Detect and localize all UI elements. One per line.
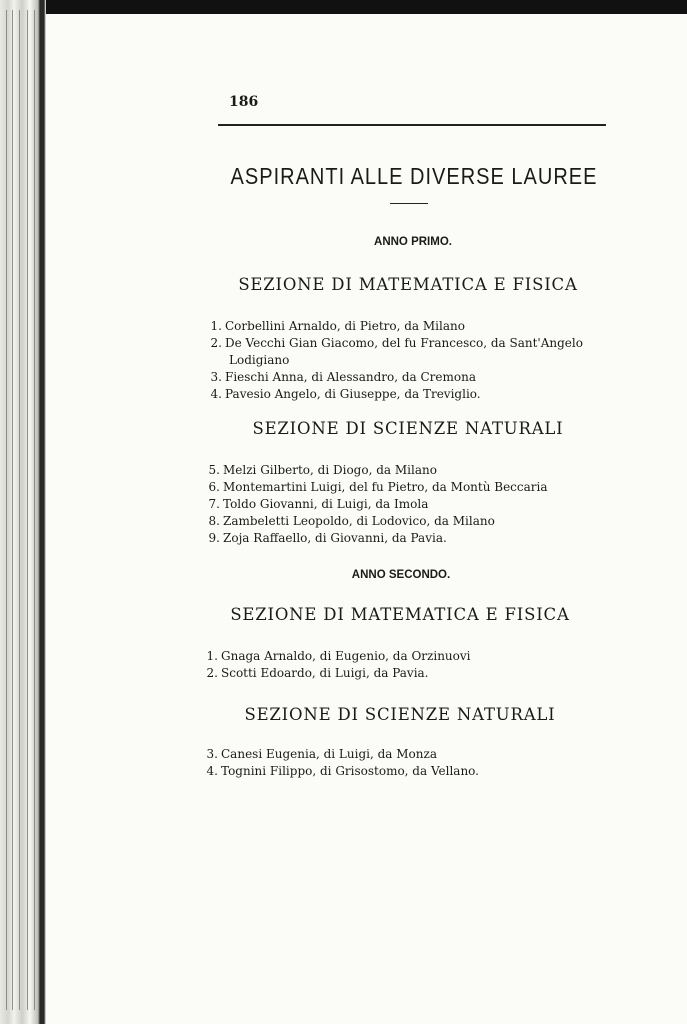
page-title: ASPIRANTI ALLE DIVERSE LAUREE <box>230 164 598 190</box>
list-item: 5. Melzi Gilberto, di Diogo, da Milano <box>208 463 437 477</box>
list-item: 7. Toldo Giovanni, di Luigi, da Imola <box>208 497 429 511</box>
spine-line <box>19 10 20 1010</box>
year-one-natural-list <box>205 462 548 547</box>
header-rule <box>218 124 606 126</box>
year-two-natural-title: SEZIONE DI SCIENZE NATURALI <box>244 705 556 724</box>
spine-line <box>34 10 35 1010</box>
list-item-continuation: Lodigiano <box>229 353 290 367</box>
year-two-natural-list <box>203 746 479 780</box>
year-two-math-list <box>203 648 471 682</box>
year-one-heading: ANNO PRIMO. <box>374 236 452 248</box>
list-item: 2. De Vecchi Gian Giacomo, del fu Francesco, da Sant'Angelo <box>210 336 583 350</box>
title-dash <box>390 203 428 204</box>
year-two-math-title: SEZIONE DI MATEMATICA E FISICA <box>230 605 570 624</box>
list-item: 9. Zoja Raffaello, di Giovanni, da Pavia. <box>208 531 447 545</box>
list-item: 2. Scotti Edoardo, di Luigi, da Pavia. <box>206 666 429 680</box>
list-item: 3. Fieschi Anna, di Alessandro, da Cremona <box>210 370 476 384</box>
list-item: 4. Tognini Filippo, di Grisostomo, da Vellano. <box>206 764 479 778</box>
list-item: 1. Gnaga Arnaldo, di Eugenio, da Orzinuovi <box>206 649 471 663</box>
list-item: 1. Corbellini Arnaldo, di Pietro, da Milano <box>210 319 465 333</box>
year-one-natural-title: SEZIONE DI SCIENZE NATURALI <box>252 419 564 438</box>
list-item: 4. Pavesio Angelo, di Giuseppe, da Treviglio. <box>210 387 481 401</box>
spine-line <box>27 10 28 1010</box>
list-item: 6. Montemartini Luigi, del fu Pietro, da Montù Beccaria <box>208 480 548 494</box>
book-spine <box>0 0 46 1024</box>
scan-top-edge <box>0 0 687 14</box>
year-one-math-list <box>207 318 583 403</box>
page-number: 186 <box>229 94 259 110</box>
year-one-math-title: SEZIONE DI MATEMATICA E FISICA <box>238 275 578 294</box>
year-two-heading: ANNO SECONDO. <box>351 569 451 581</box>
spine-line <box>12 10 13 1010</box>
spine-line <box>6 10 7 1010</box>
list-item: 3. Canesi Eugenia, di Luigi, da Monza <box>206 747 437 761</box>
list-item: 8. Zambeletti Leopoldo, di Lodovico, da Milano <box>208 514 495 528</box>
